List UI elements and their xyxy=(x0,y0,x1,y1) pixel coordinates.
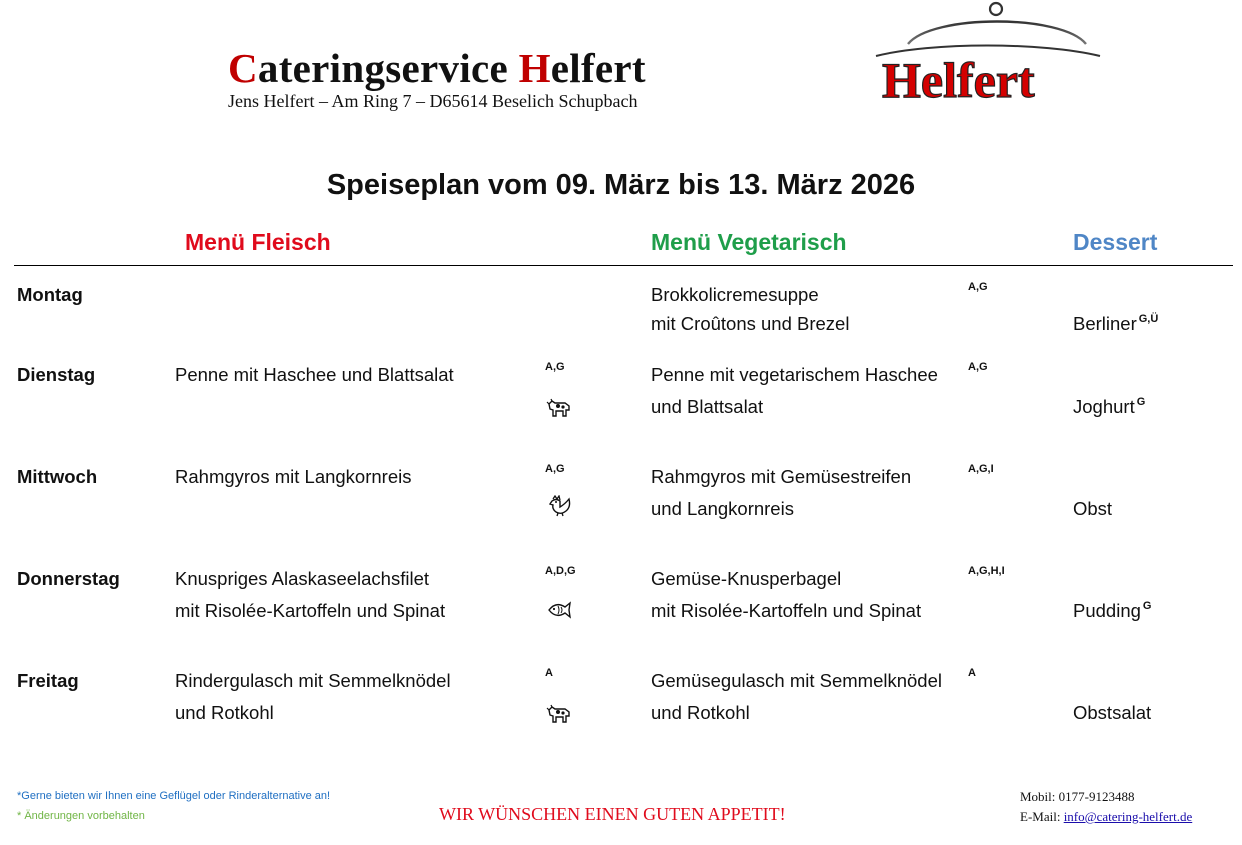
meat-allergens-thursday: A,D,G xyxy=(545,565,576,577)
meat-line-2-thursday: mit Risolée-Kartoffeln und Spinat xyxy=(175,600,446,621)
cow-icon xyxy=(546,397,572,419)
dessert-friday: Obstsalat xyxy=(1073,702,1152,723)
veg-line-2-monday: mit Croûtons und Brezel xyxy=(651,313,850,334)
meat-line-1-wednesday: Rahmgyros mit Langkornreis xyxy=(175,466,412,487)
veg-allergens-wednesday: A,G,I xyxy=(968,463,994,475)
dessert-tuesday: Joghurt $^G$ xyxy=(1073,396,1146,417)
veg-line-2-wednesday: und Langkornreis xyxy=(651,498,794,519)
meat-allergens-wednesday: A,G xyxy=(545,463,565,475)
contact-email: E-Mail: info@catering-helfert.de xyxy=(1020,809,1193,824)
veg-allergens-thursday: A,G,H,I xyxy=(968,565,1005,577)
day-label-tuesday: Dienstag xyxy=(17,364,96,385)
day-label-thursday: Donnerstag xyxy=(17,568,120,589)
veg-line-1-tuesday: Penne mit vegetarischem Haschee xyxy=(651,364,938,385)
cow-icon xyxy=(546,703,572,725)
meat-line-1-thursday: Knuspriges Alaskaseelachsfilet xyxy=(175,568,430,589)
header-divider xyxy=(14,265,1233,266)
veg-allergens-tuesday: A,G xyxy=(968,361,988,373)
column-header-vegetarian: Menü Vegetarisch xyxy=(651,229,847,255)
meat-allergens-tuesday: A,G xyxy=(545,361,565,373)
meat-line-2-friday: und Rotkohl xyxy=(175,702,274,723)
veg-line-1-monday: Brokkolicremesuppe xyxy=(651,284,819,305)
veg-line-2-friday: und Rotkohl xyxy=(651,702,750,723)
meat-line-1-tuesday: Penne mit Haschee und Blattsalat xyxy=(175,364,454,385)
footer-note-changes: * Änderungen vorbehalten xyxy=(17,810,145,822)
day-label-wednesday: Mittwoch xyxy=(17,466,98,487)
day-label-friday: Freitag xyxy=(17,670,79,691)
helfert-logo xyxy=(872,0,1104,108)
cloche-icon xyxy=(876,3,1100,56)
veg-line-1-friday: Gemüsegulasch mit Semmelknödel xyxy=(651,670,942,691)
dessert-thursday: Pudding $^G$ xyxy=(1073,600,1152,621)
meat-allergens-friday: A xyxy=(545,667,553,679)
veg-line-1-wednesday: Rahmgyros mit Gemüsestreifen xyxy=(651,466,912,487)
company-name: Cateringservice Helfert xyxy=(228,45,646,91)
meat-line-1-friday: Rindergulasch mit Semmelknödel xyxy=(175,670,451,691)
veg-line-2-tuesday: und Blattsalat xyxy=(651,396,764,417)
contact-mobile: Mobil: 0177-9123488 xyxy=(1020,789,1135,804)
company-address: Jens Helfert – Am Ring 7 – D65614 Beselich Schupbach xyxy=(228,91,638,111)
veg-allergens-monday: A,G xyxy=(968,281,988,293)
veg-line-1-thursday: Gemüse-Knusperbagel xyxy=(651,568,842,589)
veg-allergens-friday: A xyxy=(968,667,976,679)
dessert-monday: Berliner $^{G,Ü}$ xyxy=(1073,313,1159,334)
appetit-message: WIR WÜNSCHEN EINEN GUTEN APPETIT! xyxy=(439,804,786,824)
day-label-monday: Montag xyxy=(17,284,83,305)
page-title: Speiseplan vom 09. März bis 13. März 2026 xyxy=(326,169,916,201)
fish-icon xyxy=(546,599,572,621)
veg-line-2-thursday: mit Risolée-Kartoffeln und Spinat xyxy=(651,600,922,621)
column-header-dessert: Dessert xyxy=(1073,229,1158,255)
rooster-icon xyxy=(547,495,573,517)
email-link[interactable]: info@catering-helfert.de xyxy=(1063,809,1193,824)
logo-text: Helfert xyxy=(882,52,1035,108)
dessert-wednesday: Obst xyxy=(1073,498,1113,519)
column-header-meat: Menü Fleisch xyxy=(185,229,331,255)
footer-note-alternative: *Gerne bieten wir Ihnen eine Geflügel oder Rinderalternative an! xyxy=(17,790,331,802)
